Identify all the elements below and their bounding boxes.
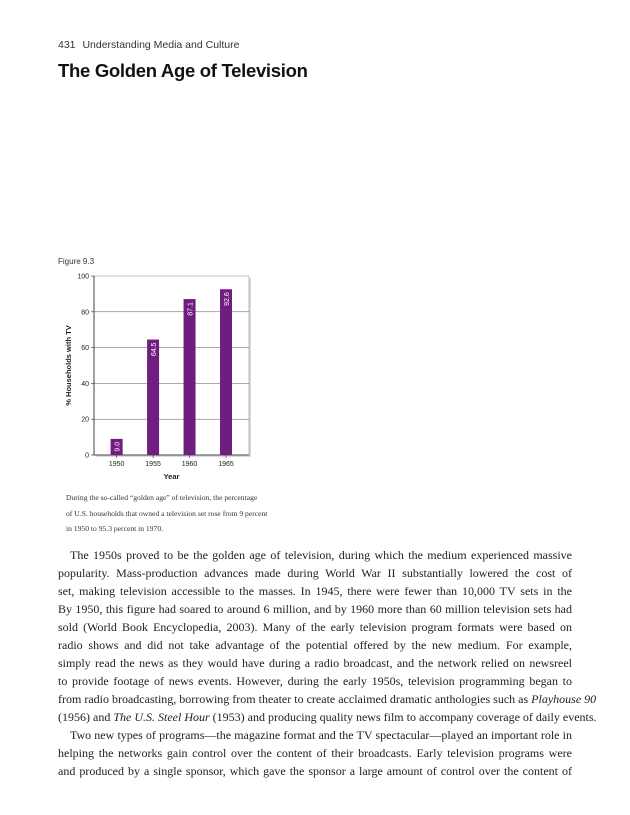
book-title: Understanding Media and Culture xyxy=(82,39,240,51)
y-tick-label: 0 xyxy=(85,452,89,460)
body-line: radio shows and did not take advantage of the potential offered by the new medium. For example, xyxy=(58,638,572,652)
chart-svg xyxy=(58,268,268,488)
bar-value-label: 87.1 xyxy=(187,302,195,316)
x-tick-label: 1955 xyxy=(145,461,161,468)
bar-value-label: 9.0 xyxy=(114,441,122,452)
page-title: The Golden Age of Television xyxy=(58,60,308,81)
italic-title-steel-hour: The U.S. Steel Hour xyxy=(113,710,210,724)
y-axis-label: % Households with TV xyxy=(64,325,73,406)
page-number: 431 xyxy=(58,39,76,51)
x-tick-label: 1950 xyxy=(108,461,125,468)
y-tick-label: 20 xyxy=(81,416,89,424)
body-line: popularity. Mass-production advances made during World War II substantially lowered the cost of xyxy=(58,566,572,580)
body-line xyxy=(58,690,597,708)
body-line: to provide footage of news events. However, during the early 1950s, television programming began to xyxy=(58,674,572,688)
body-line: sold (World Book Encyclopedia, 2003). Many of the early television program formats were based on xyxy=(58,620,572,634)
y-tick-label: 40 xyxy=(81,380,89,388)
body-line: simply read the news as they would have during a radio broadcast, and the network relied on newsreel xyxy=(58,656,572,670)
body-line xyxy=(58,708,597,726)
y-tick-label: 80 xyxy=(81,309,89,317)
bar xyxy=(220,289,232,455)
caption-line: in 1950 to 95.3 percent in 1970. xyxy=(66,524,164,533)
body-line: The 1950s proved to be the golden age of television, during which the medium experienced massive xyxy=(70,548,572,562)
body-text xyxy=(58,546,597,780)
figure-label: Figure 9.3 xyxy=(58,257,95,266)
body-line: set, making television accessible to the masses. In 1945, there were fewer than 10,000 TV sets in the xyxy=(58,584,572,598)
caption-line: of U.S. households that owned a television set rose from 9 percent xyxy=(66,508,268,518)
x-tick-label: 1965 xyxy=(218,461,234,468)
caption-line: During the so-called “golden age” of television, the percentage xyxy=(66,493,258,502)
figure-caption xyxy=(66,490,266,537)
body-line-text: (1953) and producing quality news film to accompany coverage of daily events. xyxy=(212,710,597,724)
x-tick-label: 1960 xyxy=(181,461,198,468)
body-line-text: (1956) and xyxy=(58,710,111,724)
body-line: Two new types of programs—the magazine format and the TV spectacular—played an important role in xyxy=(70,728,572,742)
y-tick-label: 60 xyxy=(81,345,89,353)
body-line: helping the networks gain control over the content of their broadcasts. Early television programs were xyxy=(58,746,572,760)
body-line-text: from radio broadcasting, borrowing from theater to create acclaimed dramatic anthologies such as xyxy=(58,692,529,706)
bar-value-label: 92.6 xyxy=(224,292,232,306)
body-line: By 1950, this figure had soared to around 6 million, and by 1960 more than 60 million television sets had xyxy=(58,602,572,616)
running-head xyxy=(58,39,239,51)
body-line: and produced by a single sponsor, which gave the sponsor a large amount of control over the content of xyxy=(58,764,572,778)
y-tick-label: 100 xyxy=(77,273,89,281)
bar-chart xyxy=(58,268,268,488)
x-axis-label: Year xyxy=(163,472,180,481)
bar xyxy=(184,299,196,455)
italic-title-playhouse-90: Playhouse 90 xyxy=(531,692,597,706)
bar-value-label: 64.5 xyxy=(151,342,159,357)
